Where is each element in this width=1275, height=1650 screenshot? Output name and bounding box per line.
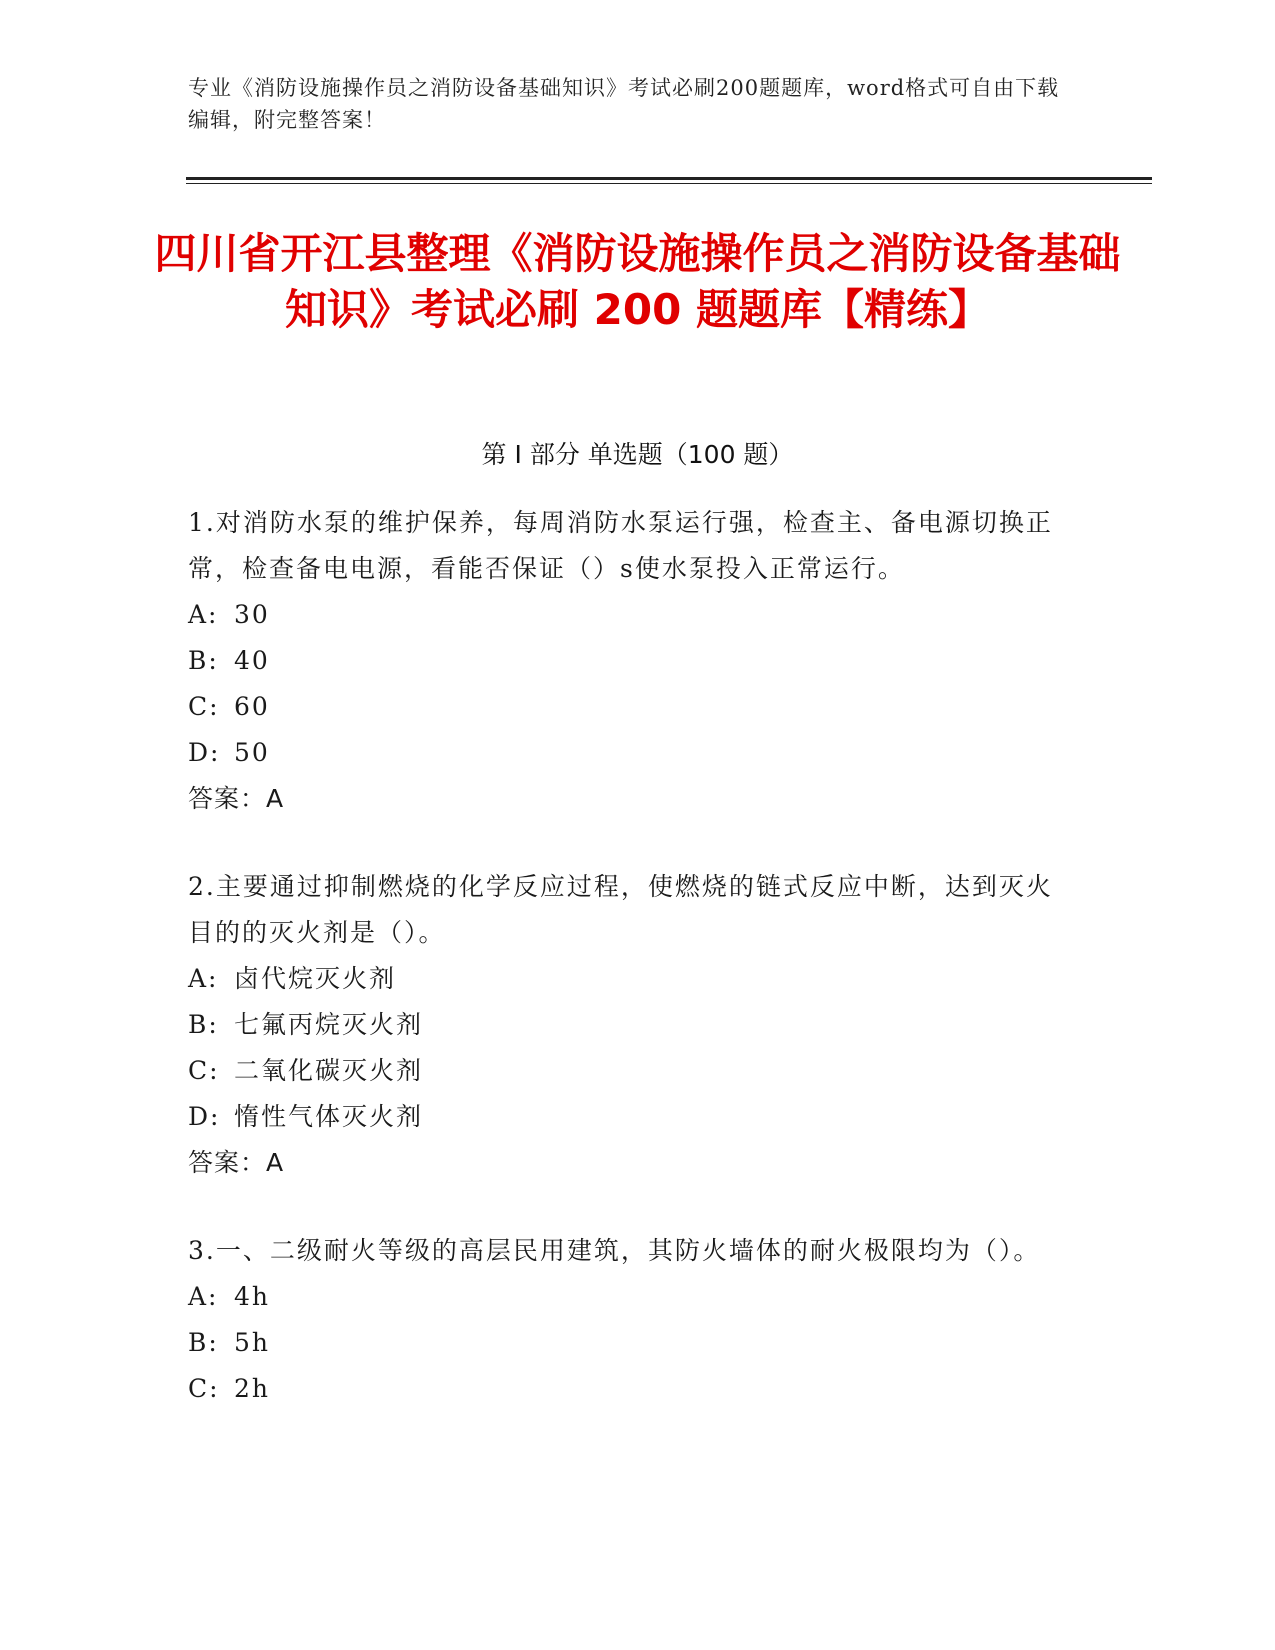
question-3 — [188, 1228, 1068, 1412]
option-b — [188, 1320, 1068, 1366]
option-key: B: — [188, 646, 219, 675]
option-text: 惰性气体灭火剂 — [234, 1102, 424, 1131]
document-title: 四川省开江县整理《消防设施操作员之消防设备基础知识》考试必刷 200 题题库【精练】 — [154, 229, 1121, 334]
question-stem: 3.一、二级耐火等级的高层民用建筑，其防火墙体的耐火极限均为（）。 — [188, 1236, 1041, 1265]
option-text: 5h — [234, 1328, 271, 1357]
option-key: D: — [188, 738, 221, 767]
option-key: A: — [188, 964, 219, 993]
header-divider-thick — [186, 177, 1152, 180]
question-stem: 2.主要通过抑制燃烧的化学反应过程，使燃烧的链式反应中断，达到灭火目的的灭火剂是（）。 — [188, 872, 1053, 947]
option-d — [188, 1094, 1068, 1140]
option-text: 40 — [234, 646, 270, 675]
answer-line: 答案：A — [188, 784, 285, 813]
option-text: 卤代烷灭火剂 — [234, 964, 397, 993]
option-text: 50 — [234, 738, 270, 767]
option-a — [188, 592, 1068, 638]
header-divider-thin — [186, 183, 1152, 184]
option-text: 30 — [234, 600, 270, 629]
question-stem: 1.对消防水泵的维护保养，每周消防水泵运行强，检查主、备电源切换正常，检查备电电源，看能否保证（）s使水泵投入正常运行。 — [188, 508, 1053, 583]
option-key: C: — [188, 1374, 220, 1403]
option-c — [188, 1366, 1068, 1412]
option-text: 60 — [234, 692, 270, 721]
question-2 — [188, 864, 1068, 1186]
question-1 — [188, 500, 1068, 822]
option-text: 七氟丙烷灭火剂 — [234, 1010, 424, 1039]
option-key: C: — [188, 1056, 220, 1085]
option-b — [188, 1002, 1068, 1048]
option-text: 2h — [234, 1374, 271, 1403]
option-a — [188, 956, 1068, 1002]
header-note: 专业《消防设施操作员之消防设备基础知识》考试必刷200题题库，word格式可自由下载编辑，附完整答案！ — [188, 76, 1060, 132]
option-key: B: — [188, 1328, 219, 1357]
option-key: D: — [188, 1102, 221, 1131]
option-text: 4h — [234, 1282, 271, 1311]
option-key: B: — [188, 1010, 219, 1039]
option-b — [188, 638, 1068, 684]
option-key: A: — [188, 600, 219, 629]
option-a — [188, 1274, 1068, 1320]
option-d — [188, 730, 1068, 776]
answer-line: 答案：A — [188, 1148, 285, 1177]
option-key: A: — [188, 1282, 219, 1311]
section-title: 第 I 部分 单选题（100 题） — [481, 440, 794, 469]
option-text: 二氧化碳灭火剂 — [234, 1056, 424, 1085]
option-key: C: — [188, 692, 220, 721]
option-c — [188, 684, 1068, 730]
option-c — [188, 1048, 1068, 1094]
